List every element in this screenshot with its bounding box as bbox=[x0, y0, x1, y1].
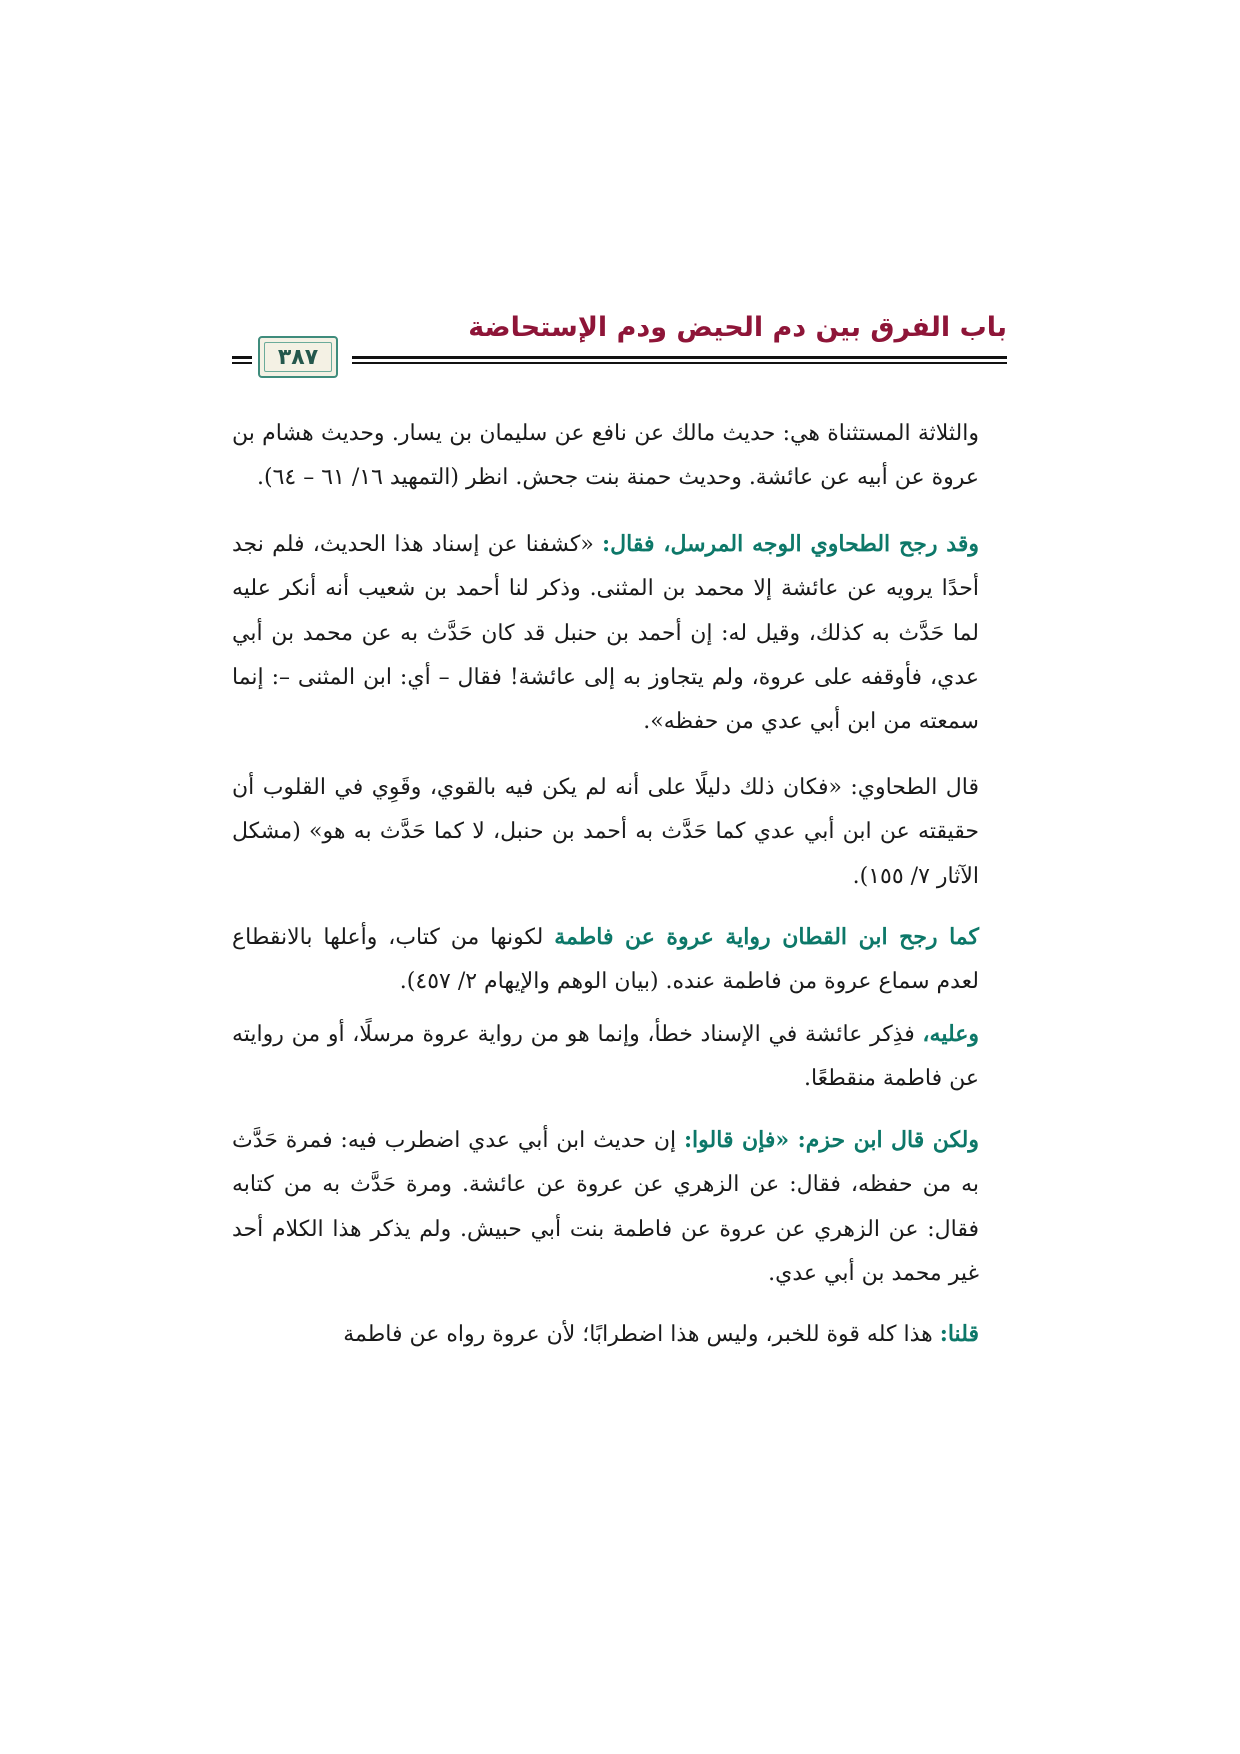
paragraph bbox=[232, 915, 1007, 1005]
paragraph bbox=[232, 766, 1007, 899]
paragraph-text: هذا كله قوة للخبر، وليس هذا اضطرابًا؛ لأن عروة رواه عن فاطمة bbox=[343, 1322, 940, 1348]
paragraph-text: «كشفنا عن إسناد هذا الحديث، فلم نجد أحدًا يرويه عن عائشة إلا محمد بن المثنى. وذكر لنا أحمد بن شعيب أنه أنكر عليه لما حَدَّث به كذلك، وقيل له: إن أحمد بن حنبل قد كان حَدَّث به عن محمد بن أبي عدي، فأوقفه على عروة، ولم يتجاوز به إلى عائشة! فقال – أي: ابن المثنى –: إنما سمعته من ابن أبي عدي من حفظه». bbox=[232, 531, 979, 735]
chapter-title: باب الفرق بين دم الحيض ودم الإستحاضة bbox=[468, 312, 1007, 343]
paragraph-lead: ولكن قال ابن حزم: «فإن قالوا: bbox=[683, 1126, 979, 1153]
paragraph bbox=[232, 1118, 1007, 1297]
page-header bbox=[232, 312, 1007, 387]
paragraph-lead: وعليه، bbox=[922, 1020, 979, 1047]
paragraph bbox=[232, 1312, 1007, 1357]
paragraph-text: فذِكر عائشة في الإسناد خطأ، وإنما هو من رواية عروة مرسلًا، أو من روايته عن فاطمة منقطعًا. bbox=[232, 1021, 979, 1092]
paragraph-lead: وقد رجح الطحاوي الوجه المرسل، فقال: bbox=[602, 530, 980, 557]
header-rule-right-top bbox=[352, 356, 1007, 359]
paragraph-text: إن حديث ابن أبي عدي اضطرب فيه: فمرة حَدَّث به من حفظه، فقال: عن الزهري عن عروة عن عائشة. ومرة حَدَّث به من كتابه فقال: عن الزهري عن عروة عن فاطمة بنت أبي حبيش. ولم يذكر هذا الكلام أحد غير محمد بن أبي عدي. bbox=[232, 1127, 979, 1286]
paragraph-text: لكونها من كتاب، وأعلها بالانقطاع لعدم سماع عروة من فاطمة عنده. (بيان الوهم والإيهام ٢/ ٤٥٧). bbox=[232, 925, 979, 995]
document-body bbox=[232, 412, 1007, 1358]
paragraph bbox=[232, 522, 1007, 745]
paragraph-lead: كما رجح ابن القطان رواية عروة عن فاطمة bbox=[554, 924, 979, 951]
paragraph-lead: قلنا: bbox=[939, 1321, 979, 1348]
page-number-badge bbox=[258, 336, 338, 378]
header-rule-left-top bbox=[232, 356, 252, 359]
paragraph bbox=[232, 1012, 1007, 1102]
header-rule-left-bottom bbox=[232, 362, 252, 364]
header-rule-right-bottom bbox=[352, 362, 1007, 364]
paragraph-text: قال الطحاوي: «فكان ذلك دليلًا على أنه لم يكن فيه بالقوي، وقَوِي في القلوب أن حقيقته عن ابن أبي عدي كما حَدَّث به أحمد بن حنبل، لا كما حَدَّث به هو» (مشكل الآثار ٧/ ١٥٥). bbox=[232, 774, 979, 889]
paragraph bbox=[232, 412, 1007, 501]
paragraph-text: والثلاثة المستثناة هي: حديث مالك عن نافع عن سليمان بن يسار. وحديث هشام بن عروة عن أبيه عن عائشة. وحديث حمنة بنت جحش. انظر (التمهيد ١٦/ ٦١ – ٦٤). bbox=[232, 421, 979, 491]
page-number: ٣٨٧ bbox=[277, 344, 319, 370]
